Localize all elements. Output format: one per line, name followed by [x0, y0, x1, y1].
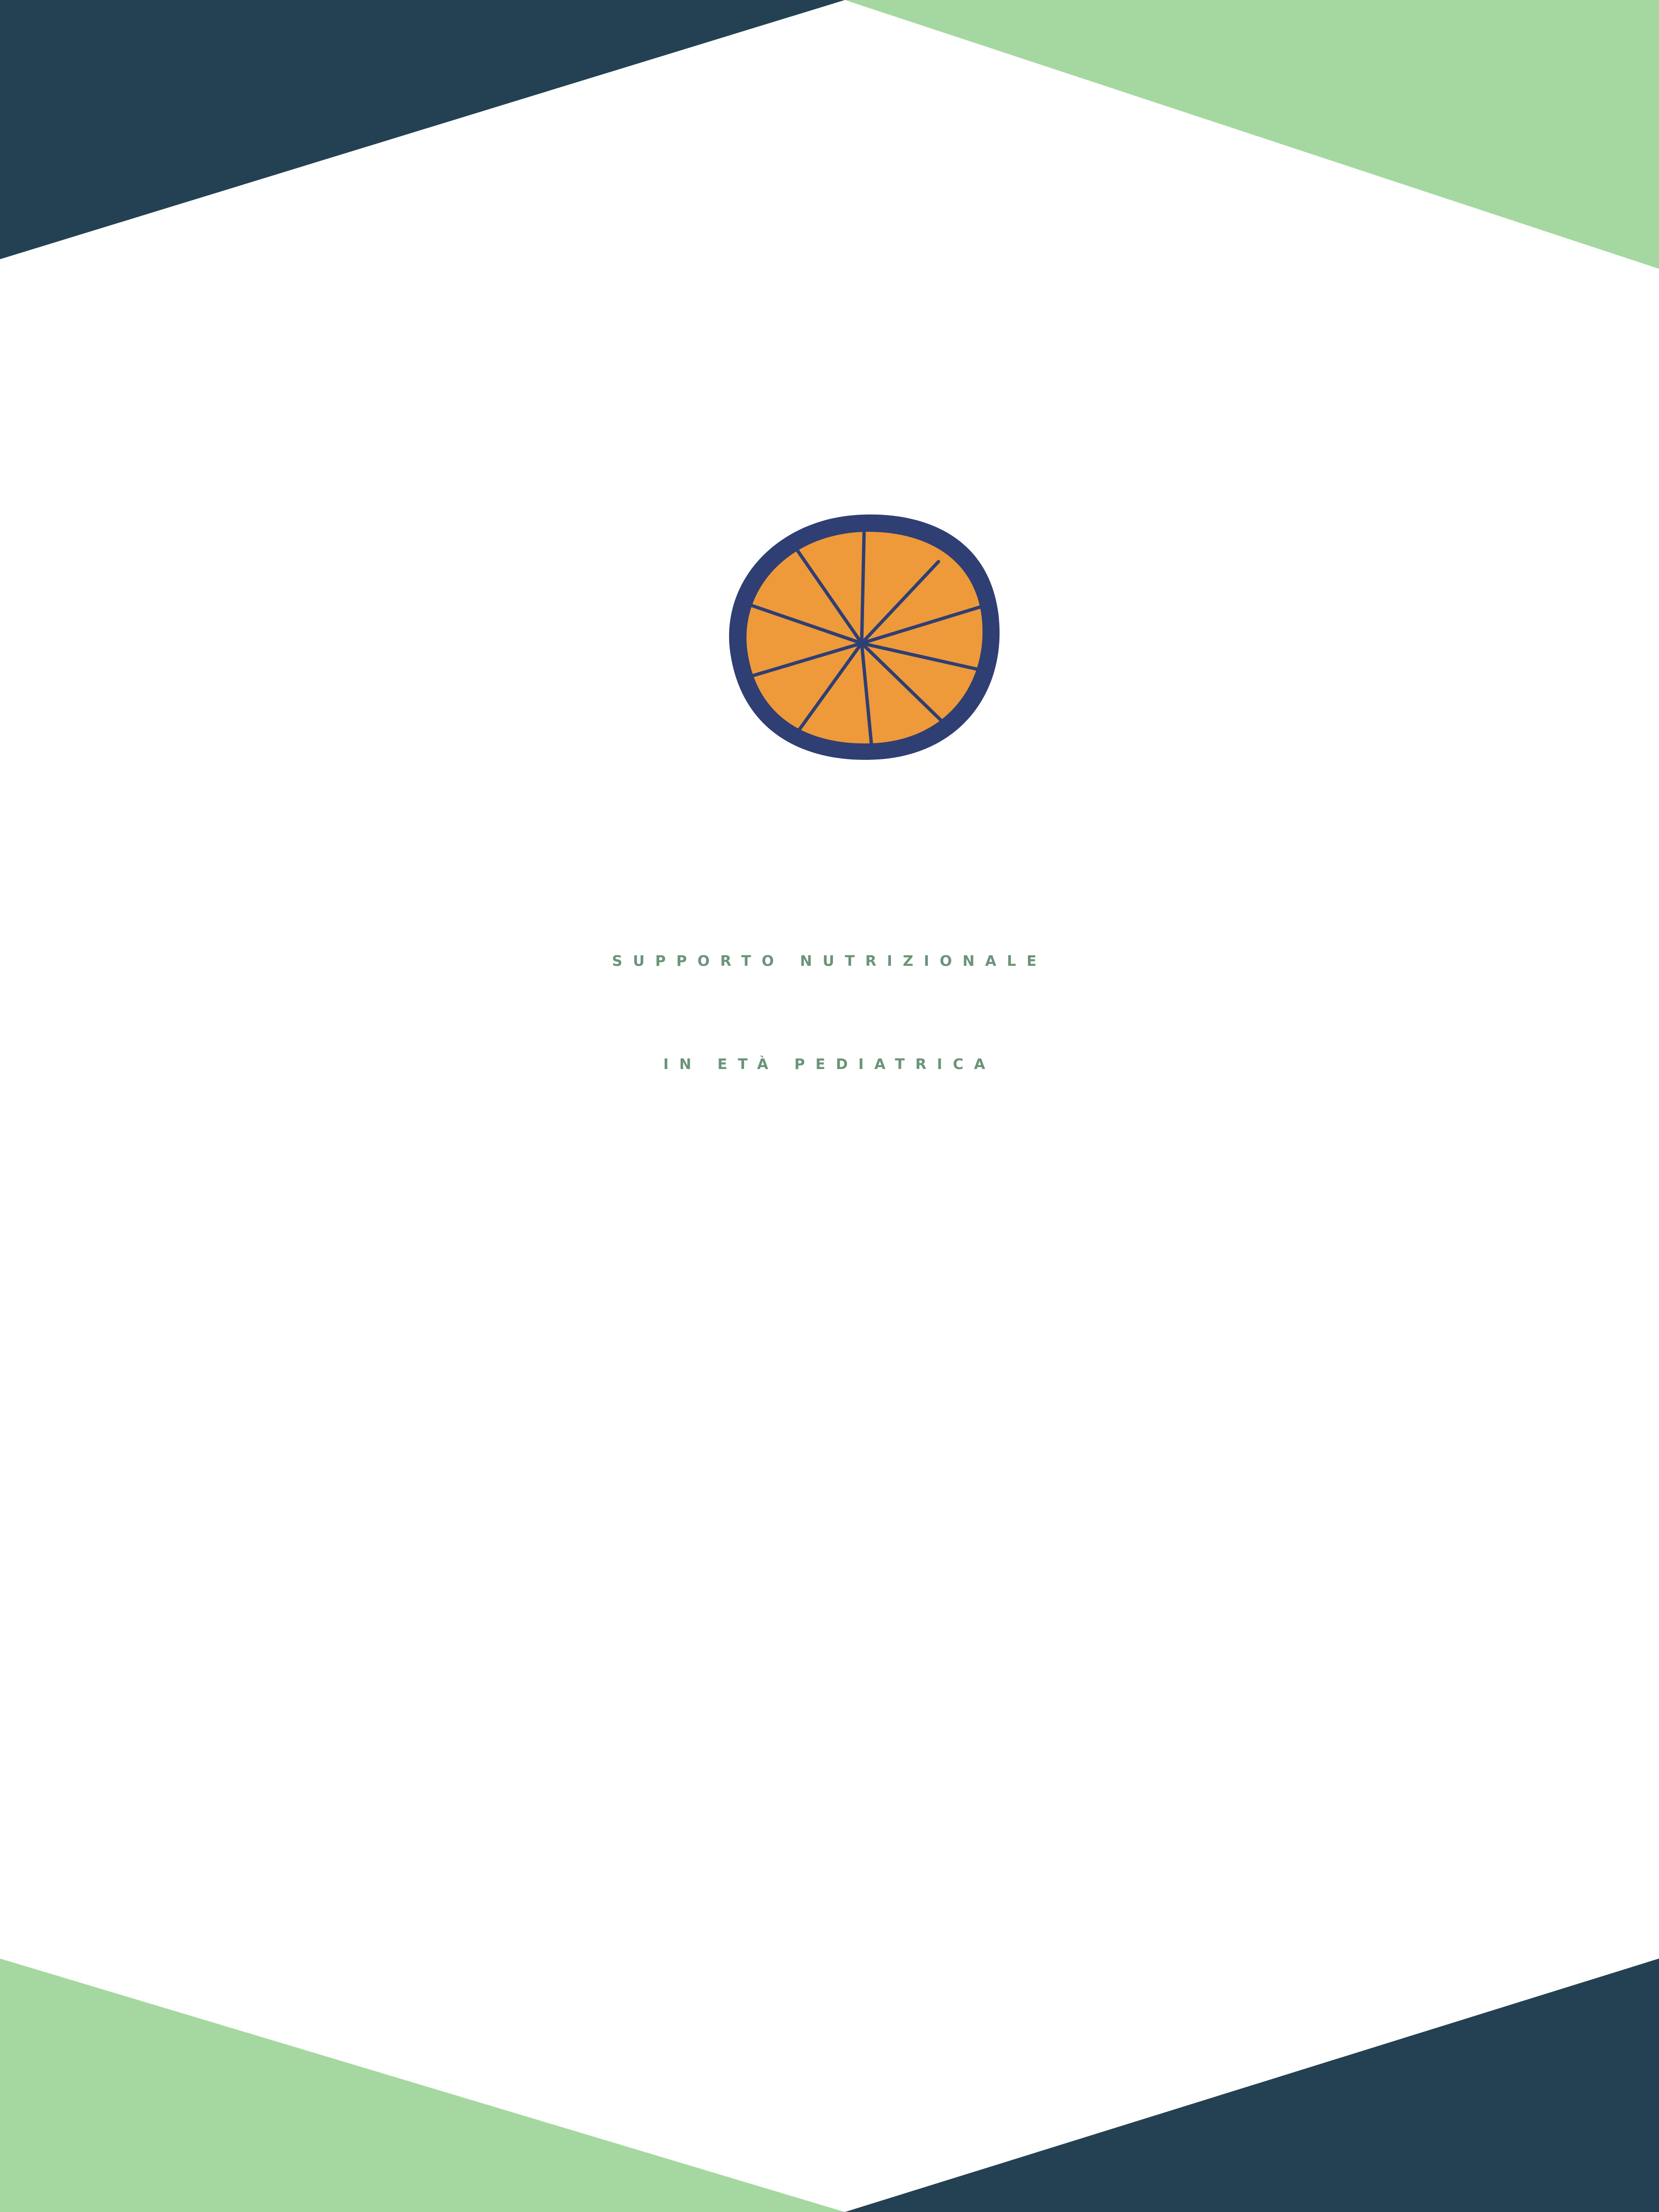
top-left-navy-triangle	[0, 0, 845, 259]
bottom-left-green-triangle	[0, 1959, 845, 2212]
bottom-right-navy-triangle	[845, 1959, 1659, 2212]
event-title-line2: IN ETÀ PEDIATRICA	[663, 1056, 996, 1073]
event-title-line1: SUPPORTO NUTRIZIONALE	[612, 953, 1047, 970]
orange-slice-icon	[720, 504, 1008, 768]
top-right-green-triangle	[845, 0, 1659, 269]
